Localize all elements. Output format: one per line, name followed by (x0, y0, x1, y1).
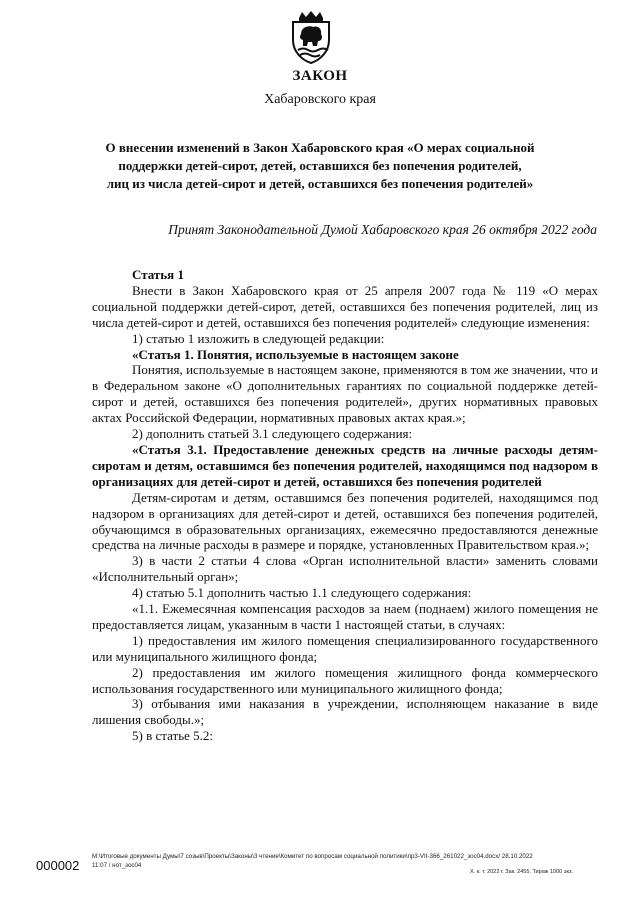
paragraph: 3) отбывания ими наказания в учреждении, исполняющем наказание в виде лишения свободы.»; (92, 696, 598, 728)
print-info: Х. к. т. 2022 г. Зак. 2455. Тираж 1000 экз. (470, 869, 574, 875)
article-title: Статья 1 (132, 267, 184, 282)
paragraph: 2) дополнить статьей 3.1 следующего содержания: (132, 426, 413, 442)
paragraph: 2) предоставления им жилого помещения жилищного фонда коммерческого использования государственного или муниципального жилищного фонда; (92, 664, 598, 696)
law-heading-line: поддержки детей-сирот, детей, оставшихся без попечения родителей, (118, 158, 522, 173)
file-path-line: M:\Итоговые документы Думы\7 созыв\Проекты\Законы\3 чтение\Комитет по вопросам социальной политики\пр3-VII-366_261022_зос04.docx/ 28.10.2022 (92, 853, 533, 860)
paragraph: Внести в Закон Хабаровского края от 25 апреля 2007 года № 119 «О мерах социальной поддержки детей-сирот, детей, оставшихся без попечения родителей, лиц из числа детей-сирот и детей, оставшихся без попечения родителей» следующие изменения: (92, 282, 598, 330)
law-heading-line: лиц из числа детей-сирот и детей, оставшихся без попечения родителей» (106, 176, 534, 191)
file-path-line: 11:07 / нот_зос04 (92, 862, 142, 869)
adoption-note: Принят Законодательной Думой Хабаровского края 26 октября 2022 года (168, 222, 597, 237)
page-number: 000002 (36, 858, 80, 873)
file-path-footer (92, 852, 612, 870)
article-heading: «Статья 1. Понятия, используемые в настоящем законе (132, 346, 459, 362)
paragraph: Детям-сиротам и детям, оставшимся без попечения родителей, находящимся под надзором в организациях для детей-сирот и детей, оставшихся без попечения родителей, обучающимся в образовательных организациях, ежемесячно предоставляются денежные средства на личные расходы в размере и порядке, установленных Правительством края.»; (92, 489, 598, 553)
paragraph: «1.1. Ежемесячная компенсация расходов за наем (поднаем) жилого помещения не предоставляется лицам, указанным в части 1 настоящей статьи, в случаях: (92, 601, 598, 632)
paragraph: 4) статью 5.1 дополнить частью 1.1 следующего содержания: (132, 585, 472, 601)
law-heading (100, 139, 540, 193)
law-body (92, 267, 598, 744)
paragraph: 1) статью 1 изложить в следующей редакции: (132, 330, 385, 346)
law-heading-line: О внесении изменений в Закон Хабаровского края «О мерах социальной (105, 140, 535, 155)
article-heading: «Статья 3.1. Предоставление денежных средств на личные расходы детям-сиротам и детям, оставшимся без попечения родителей, находящимся под надзором в организациях для детей-сирот и детей, оставшихся без попечения родителей (92, 441, 598, 489)
law-title: ЗАКОН (292, 68, 348, 84)
law-region: Хабаровского края (264, 92, 376, 107)
coat-of-arms-icon (287, 10, 335, 64)
paragraph: 1) предоставления им жилого помещения специализированного государственного или муниципального жилищного фонда; (92, 632, 598, 664)
paragraph: 3) в части 2 статьи 4 слова «Орган исполнительной власти» заменить словами «Исполнительный орган»; (92, 553, 598, 585)
paragraph: 5) в статье 5.2: (132, 728, 214, 744)
paragraph: Понятия, используемые в настоящем законе, применяются в том же значении, что и в Федеральном законе «О дополнительных гарантиях по социальной поддержке детей-сирот и детей, оставшихся без попечения родителей», других нормативных правовых актах Российской Федерации, нормативных правовых актах края.»; (92, 362, 598, 426)
